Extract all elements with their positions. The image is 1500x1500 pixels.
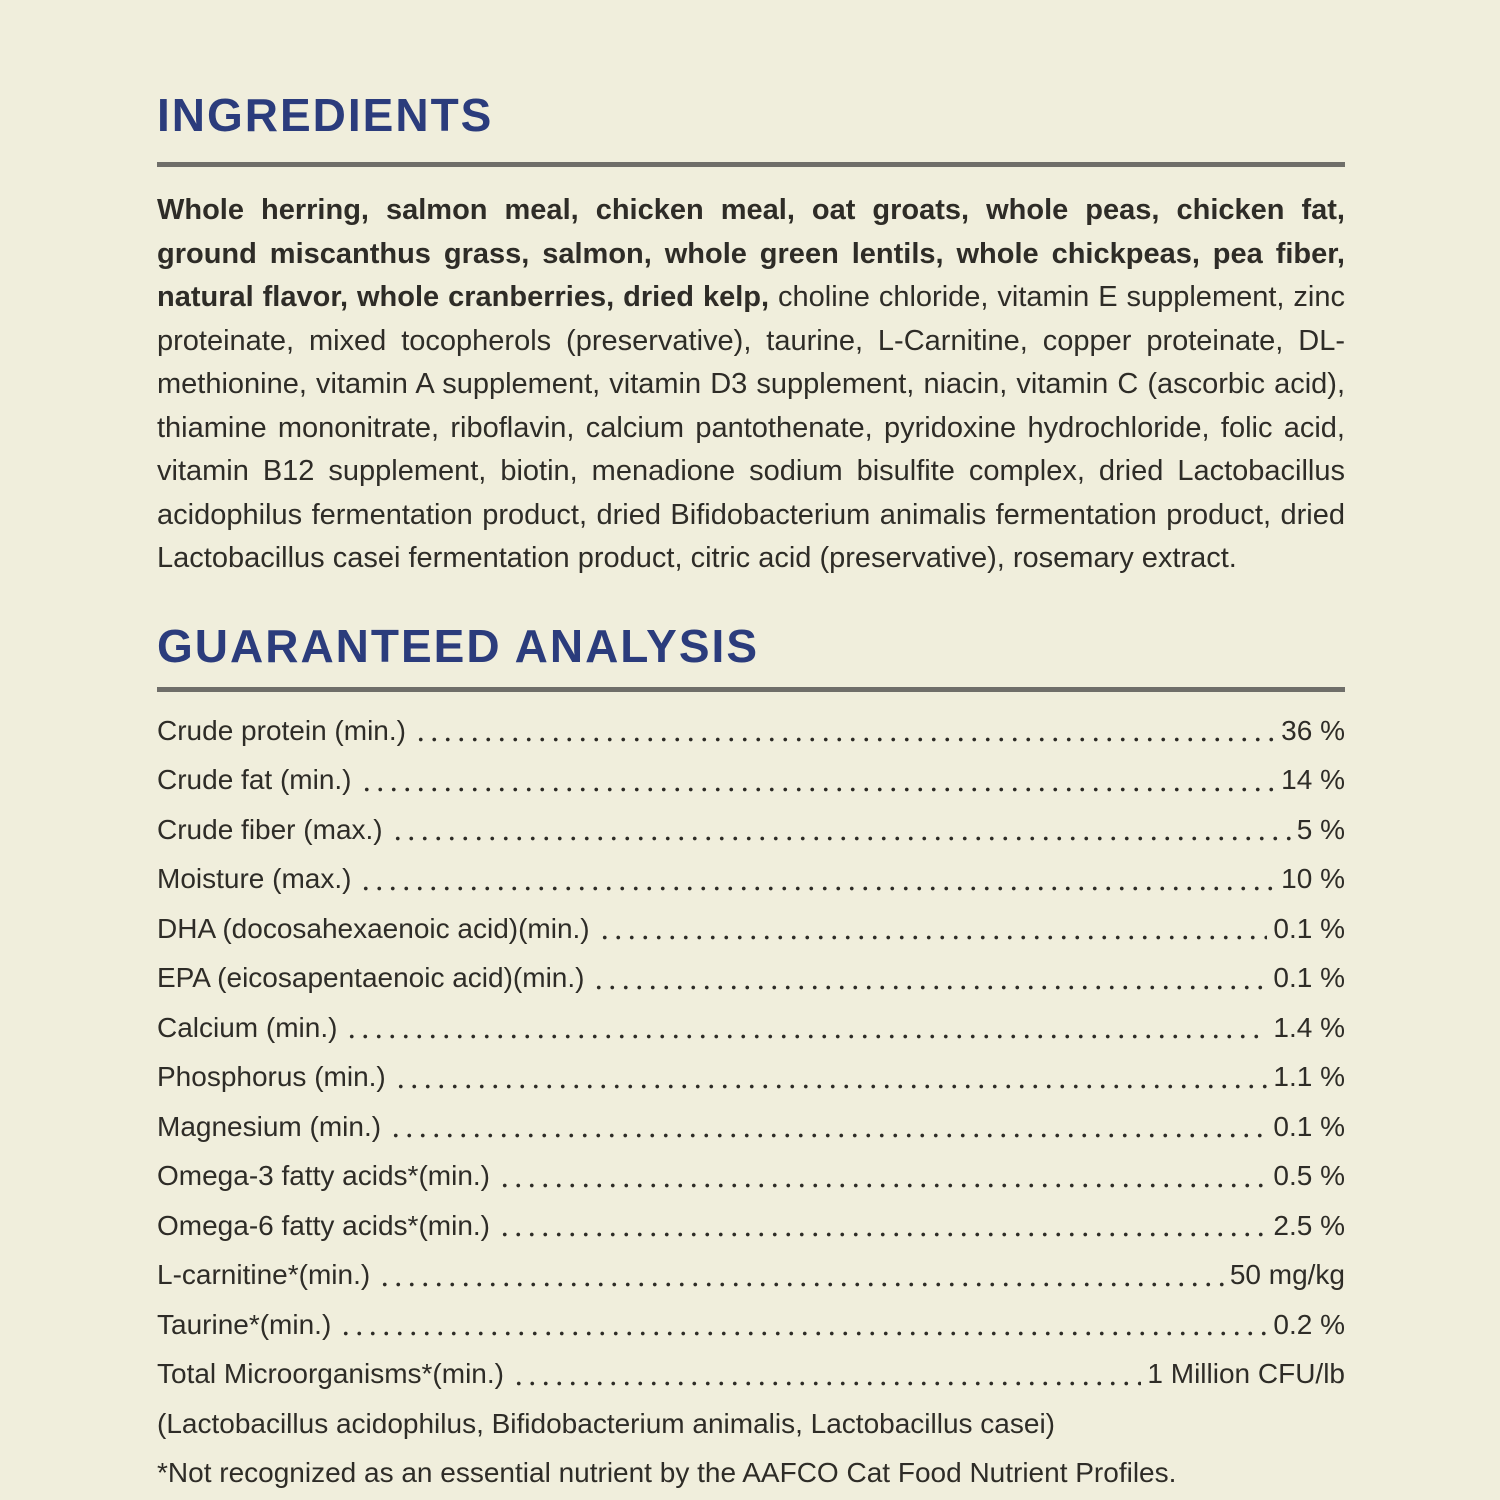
guaranteed-analysis-table — [157, 706, 1345, 1498]
dot-leader — [598, 904, 1268, 954]
analysis-row-label: Crude fiber (max.) — [157, 813, 383, 845]
dot-leader — [391, 805, 1291, 855]
analysis-row — [157, 805, 1345, 855]
analysis-row — [157, 1052, 1345, 1102]
ingredients-main-list: Whole herring, salmon meal, chicken meal, oat groats, whole peas, chicken fat, ground miscanthus grass, salmon, whole green lentils, whole chickpeas, pea fiber, natural flavor, whole cranberries, dried kelp, — [157, 194, 1345, 313]
dot-leader — [360, 755, 1276, 805]
analysis-row — [157, 1201, 1345, 1251]
dot-leader — [394, 1052, 1268, 1102]
dot-leader — [414, 706, 1275, 756]
ingredients-title: INGREDIENTS — [157, 89, 494, 141]
dot-leader — [345, 1003, 1267, 1053]
analysis-row-label: Moisture (max.) — [157, 863, 352, 894]
analysis-row-value: 0.1 % — [1273, 912, 1345, 944]
analysis-row — [157, 1102, 1345, 1152]
guaranteed-analysis-divider — [157, 687, 1345, 692]
dot-leader — [512, 1349, 1141, 1399]
analysis-row-label: Crude protein (min.) — [157, 714, 406, 746]
ingredients-paragraph — [157, 189, 1345, 581]
dot-leader — [359, 854, 1275, 904]
analysis-row-label: Total Microorganisms*(min.) — [157, 1358, 504, 1389]
analysis-row-value: 36 % — [1281, 714, 1345, 746]
analysis-row-label: Omega-3 fatty acids*(min.) — [157, 1160, 490, 1191]
analysis-row-value: 0.1 % — [1273, 1110, 1345, 1142]
analysis-row-value: 0.5 % — [1273, 1160, 1345, 1191]
analysis-row-value: 14 % — [1281, 764, 1345, 795]
analysis-row — [157, 854, 1345, 904]
analysis-row — [157, 953, 1345, 1003]
analysis-row-value: 10 % — [1281, 863, 1345, 894]
analysis-row-value: 1.4 % — [1273, 1011, 1345, 1043]
analysis-row-label: Taurine*(min.) — [157, 1308, 332, 1340]
dot-leader — [389, 1102, 1267, 1152]
analysis-row — [157, 904, 1345, 954]
analysis-row-label: Calcium (min.) — [157, 1011, 338, 1043]
ingredients-supplement-list: choline chloride, vitamin E supplement, zinc proteinate, mixed tocopherols (preservative), taurine, L-Carnitine, copper proteinate, DL-methionine, vitamin A supplement, vitamin D3 supplement, niacin, vitamin C (ascorbic acid), thiamine mononitrate, riboflavin, calcium pantothenate, pyridoxine hydrochloride, folic acid, vitamin B12 supplement, biotin, menadione sodium bisulfite complex, dried Lactobacillus acidophilus fermentation product, dried Bifidobacterium animalis fermentation product, dried Lactobacillus casei fermentation product, citric acid (preservative), rosemary extract. — [157, 281, 1345, 574]
analysis-row-label: Phosphorus (min.) — [157, 1061, 386, 1092]
dot-leader — [592, 953, 1267, 1003]
dot-leader — [498, 1151, 1267, 1201]
analysis-row-value: 50 mg/kg — [1229, 1259, 1345, 1290]
analysis-row-label: Crude fat (min.) — [157, 764, 352, 795]
analysis-row-value: 2.5 % — [1273, 1209, 1345, 1241]
analysis-row-label: DHA (docosahexaenoic acid)(min.) — [157, 912, 590, 944]
analysis-row-value: 0.1 % — [1273, 962, 1345, 993]
analysis-row — [157, 1300, 1345, 1350]
ingredients-divider — [157, 162, 1345, 167]
dot-leader — [498, 1201, 1267, 1251]
microorganism-strains-note: (Lactobacillus acidophilus, Bifidobacterium animalis, Lactobacillus casei) — [157, 1407, 1055, 1439]
analysis-row — [157, 1151, 1345, 1201]
analysis-row — [157, 1250, 1345, 1300]
guaranteed-analysis-title: GUARANTEED ANALYSIS — [157, 619, 759, 672]
analysis-row-label: Omega-6 fatty acids*(min.) — [157, 1209, 490, 1241]
analysis-row — [157, 1349, 1345, 1399]
analysis-row — [157, 1003, 1345, 1053]
analysis-row-value: 5 % — [1296, 813, 1345, 845]
analysis-row-label: L-carnitine*(min.) — [157, 1259, 371, 1290]
analysis-row — [157, 755, 1345, 805]
dot-leader — [378, 1250, 1224, 1300]
dot-leader — [339, 1300, 1267, 1350]
analysis-row-value: 1 Million CFU/lb — [1147, 1358, 1345, 1389]
analysis-row-label: Magnesium (min.) — [157, 1110, 382, 1142]
analysis-row — [157, 706, 1345, 756]
analysis-row-label: EPA (eicosapentaenoic acid)(min.) — [157, 962, 585, 993]
analysis-row-value: 1.1 % — [1273, 1061, 1345, 1092]
aafco-footnote: *Not recognized as an essential nutrient by the AAFCO Cat Food Nutrient Profiles. — [157, 1457, 1177, 1488]
analysis-row-value: 0.2 % — [1273, 1308, 1345, 1340]
